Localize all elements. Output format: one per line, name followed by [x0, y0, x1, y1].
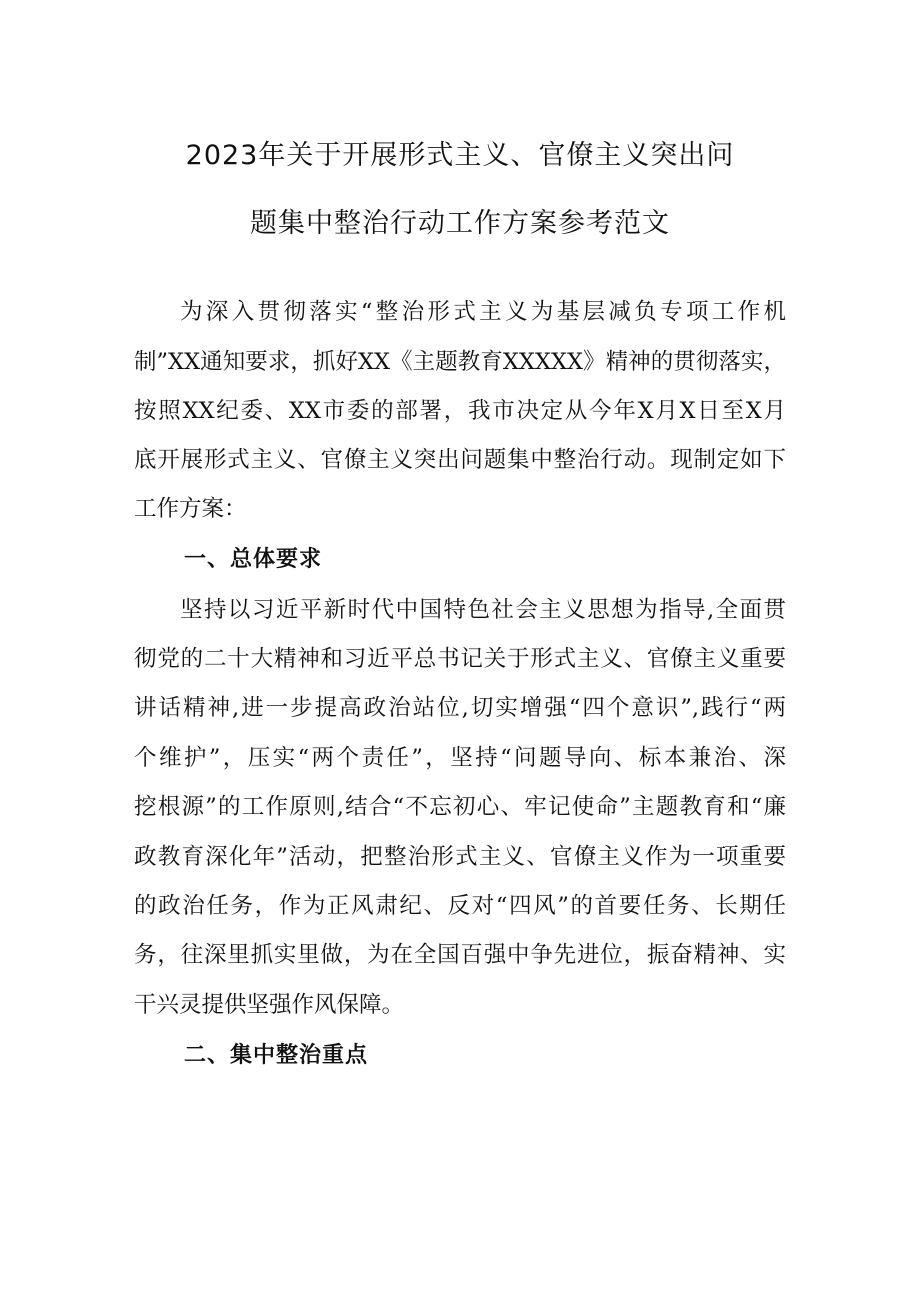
section-1-line-4: 个维护”，压实“两个责任”，坚持“问题导向、标本兼治、深	[134, 745, 786, 771]
section-2-heading: 二、集中整治重点	[184, 1043, 369, 1068]
section-1-line-2: 彻党的二十大精神和习近平总书记关于形式主义、官僚主义重要	[134, 646, 786, 672]
intro-line-1: 为深入贯彻落实“整治形式主义为基层减负专项工作机	[180, 299, 786, 325]
intro-line-4: 底开展形式主义、官僚主义突出问题集中整治行动。现制定如下	[134, 447, 786, 473]
section-1-heading: 一、总体要求	[184, 547, 323, 572]
intro-line-5: 工作方案：	[134, 496, 247, 522]
section-1-line-8: 务，往深里抓实里做，为在全国百强中争先进位，振奋精神、实	[134, 942, 786, 968]
section-1-line-3: 讲话精神,进一步提高政治站位,切实增强“四个意识”,践行“两	[134, 695, 786, 721]
document-title-line-1: 2023年关于开展形式主义、官僚主义突出问	[185, 140, 735, 171]
intro-line-3: 按照XX纪委、XX市委的部署，我市决定从今年X月X日至X月	[134, 398, 786, 424]
intro-line-2: 制”XX通知要求，抓好XX《主题教育XXXXX》精神的贯彻落实，	[134, 349, 786, 375]
section-1-line-9: 干兴灵提供坚强作风保障。	[134, 992, 405, 1018]
section-1-line-7: 的政治任务，作为正风肃纪、反对“四风”的首要任务、长期任	[134, 893, 786, 919]
section-1-line-6: 政教育深化年”活动，把整治形式主义、官僚主义作为一项重要	[134, 844, 786, 870]
section-1-line-5: 挖根源”的工作原则,结合“不忘初心、牢记使命”主题教育和“廉	[134, 794, 786, 820]
document-title-line-2: 题集中整治行动工作方案参考范文	[250, 208, 670, 239]
section-1-line-1: 坚持以习近平新时代中国特色社会主义思想为指导,全面贯	[180, 597, 786, 623]
